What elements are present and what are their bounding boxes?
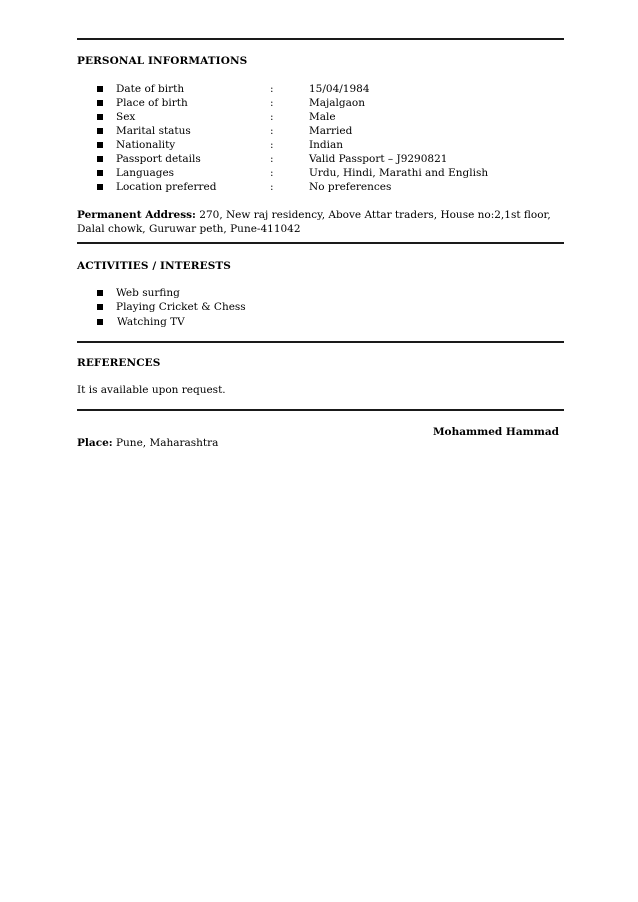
bullet-icon (97, 170, 103, 176)
personal-item-label: Languages (116, 167, 175, 179)
separator: : (270, 83, 274, 95)
separator: : (270, 97, 274, 109)
separator: : (270, 139, 274, 151)
bullet-icon (97, 156, 103, 162)
separator: : (270, 181, 274, 193)
address-label: Permanent Address: (77, 209, 196, 221)
bullet-icon (97, 319, 103, 325)
section-rule (77, 409, 564, 411)
bullet-icon (97, 184, 103, 190)
activity-label: Web surfing (116, 287, 180, 299)
permanent-address (77, 208, 567, 236)
bullet-icon (97, 128, 103, 134)
personal-item-value: Majalgaon (309, 97, 365, 109)
personal-item-label: Date of birth (116, 83, 185, 95)
separator: : (270, 111, 274, 123)
personal-item-label: Place of birth (116, 97, 188, 109)
personal-item-label: Location preferred (116, 181, 217, 193)
personal-item-label: Marital status (116, 125, 191, 137)
place-label: Place: (77, 437, 113, 449)
activity-item (0, 315, 638, 329)
personal-item-value: Indian (309, 139, 344, 151)
bullet-icon (97, 290, 103, 296)
personal-item (0, 138, 638, 152)
personal-item (0, 96, 638, 110)
personal-item (0, 110, 638, 124)
personal-item-value: No preferences (309, 181, 392, 193)
bullet-icon (97, 86, 103, 92)
bullet-icon (97, 100, 103, 106)
activity-item (0, 286, 638, 300)
section-rule (77, 242, 564, 244)
section-rule (77, 341, 564, 343)
references-heading: REFERENCES (77, 357, 161, 369)
personal-item-label: Nationality (116, 139, 176, 151)
signature-name: Mohammed Hammad (432, 426, 559, 438)
activity-label: Playing Cricket & Chess (116, 301, 246, 313)
activity-item (0, 300, 638, 314)
personal-item-value: 15/04/1984 (309, 83, 370, 95)
top-rule (77, 38, 564, 40)
personal-item (0, 152, 638, 166)
separator: : (270, 125, 274, 137)
bullet-icon (97, 114, 103, 120)
personal-item (0, 166, 638, 180)
activities-heading: ACTIVITIES / INTERESTS (77, 260, 231, 272)
personal-item-value: Male (309, 111, 336, 123)
personal-item-value: Married (309, 125, 353, 137)
personal-item-label: Passport details (116, 153, 201, 165)
personal-info-heading: PERSONAL INFORMATIONS (77, 55, 248, 67)
address-value: 270, New raj residency, Above Attar traders, House no:2,1st floor, Dalal chowk, Guruwar peth, Pune-411042 (77, 209, 551, 235)
bullet-icon (97, 304, 103, 310)
activity-label: Watching TV (117, 316, 185, 328)
personal-item-value: Urdu, Hindi, Marathi and English (309, 167, 489, 179)
place-line (77, 436, 567, 450)
personal-item (0, 82, 638, 96)
place-value: Pune, Maharashtra (115, 437, 219, 449)
personal-item-value: Valid Passport – J9290821 (309, 153, 448, 165)
references-text: It is available upon request. (77, 384, 226, 396)
personal-item (0, 124, 638, 138)
separator: : (270, 153, 274, 165)
personal-item (0, 180, 638, 194)
personal-item-label: Sex (116, 111, 136, 123)
separator: : (270, 167, 274, 179)
bullet-icon (97, 142, 103, 148)
